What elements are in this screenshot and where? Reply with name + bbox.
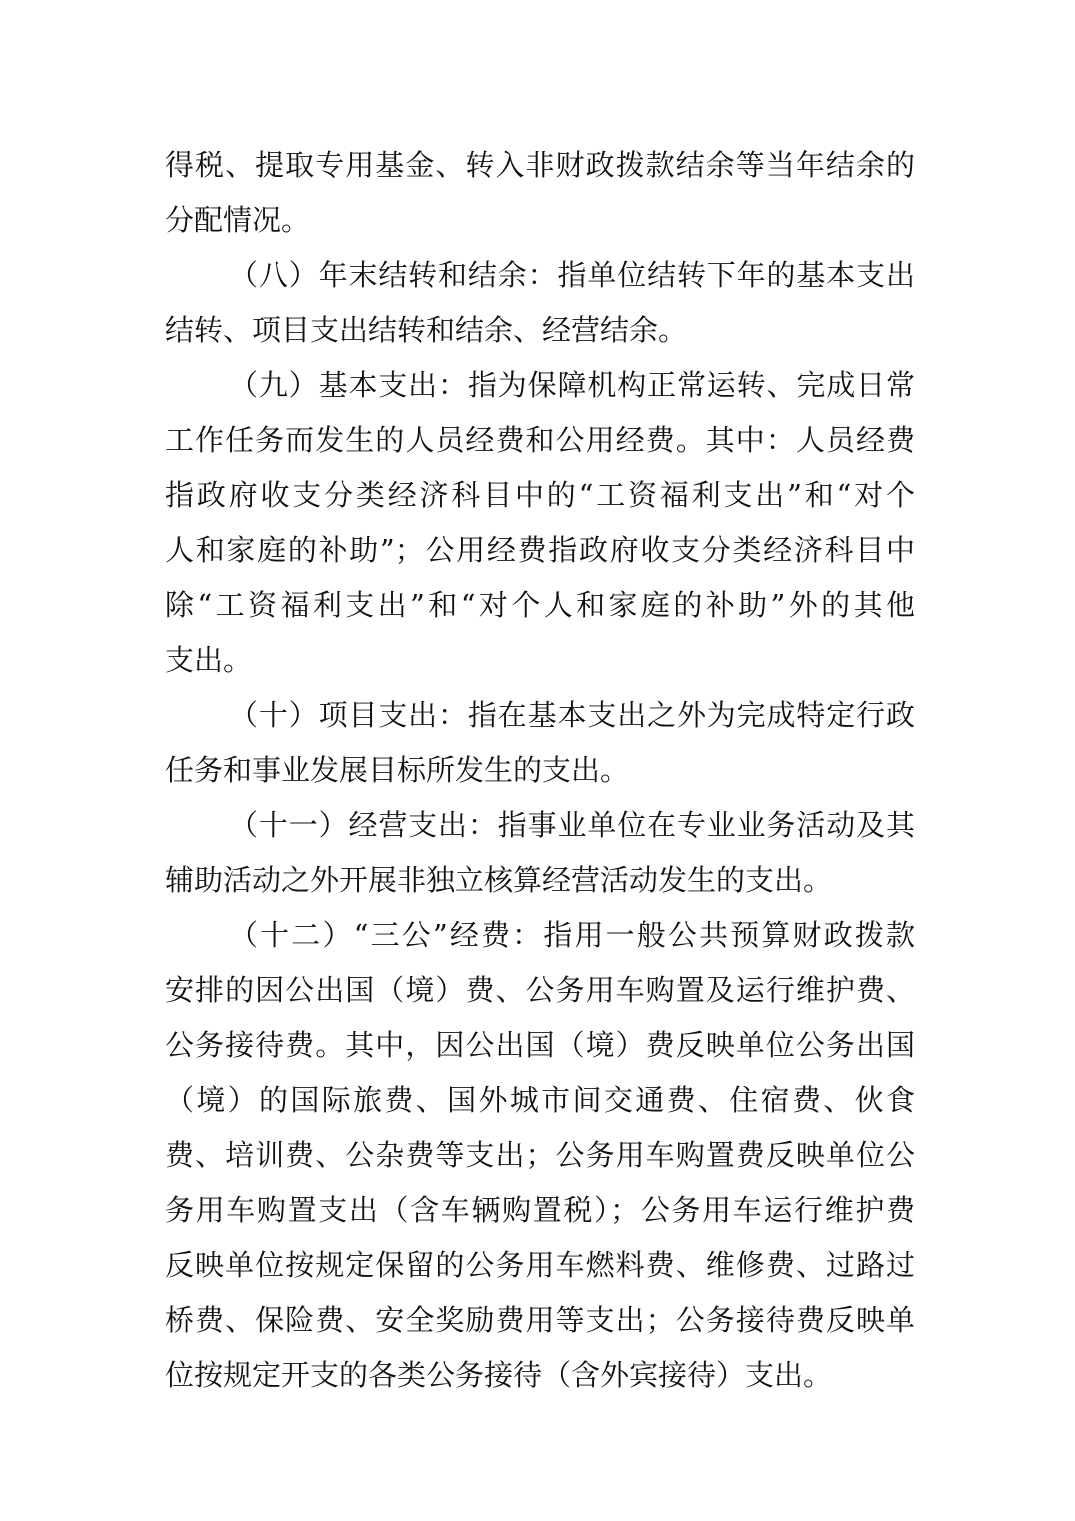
text-line: 安排的因公出国（境）费、公务用车购置及运行维护费、: [165, 973, 915, 1007]
text-line: （八）年末结转和结余：指单位结转下年的基本支出: [229, 258, 915, 292]
text-line: 指政府收支分类经济科目中的“工资福利支出”和“对个: [165, 478, 915, 512]
text-line: 公务接待费。其中，因公出国（境）费反映单位公务出国: [165, 1028, 915, 1062]
text-line: （九）基本支出：指为保障机构正常运转、完成日常: [229, 368, 915, 402]
text-line: 除“工资福利支出”和“对个人和家庭的补助”外的其他: [165, 588, 915, 622]
text-line: （十一）经营支出：指事业单位在专业业务活动及其: [229, 808, 915, 842]
text-line: （十二）“三公”经费：指用一般公共预算财政拨款: [229, 918, 915, 952]
text-line: 任务和事业发展目标所发生的支出。: [165, 753, 630, 787]
text-line: 费、培训费、公杂费等支出；公务用车购置费反映单位公: [165, 1138, 915, 1172]
text-line: 辅助活动之外开展非独立核算经营活动发生的支出。: [165, 863, 833, 897]
document-body: [165, 138, 915, 1403]
text-line: （十）项目支出：指在基本支出之外为完成特定行政: [229, 698, 915, 732]
text-line: （境）的国际旅费、国外城市间交通费、住宿费、伙食: [165, 1083, 915, 1117]
text-line: 分配情况。: [165, 203, 311, 237]
text-line: 务用车购置支出（含车辆购置税）；公务用车运行维护费: [165, 1193, 915, 1227]
text-line: 支出。: [165, 643, 253, 677]
text-line: 反映单位按规定保留的公务用车燃料费、维修费、过路过: [165, 1248, 915, 1282]
text-line: 得税、提取专用基金、转入非财政拨款结余等当年结余的: [165, 148, 915, 182]
text-line: 工作任务而发生的人员经费和公用经费。其中：人员经费: [165, 423, 915, 457]
text-line: 桥费、保险费、安全奖励费用等支出；公务接待费反映单: [165, 1303, 915, 1337]
text-line: 人和家庭的补助”；公用经费指政府收支分类经济科目中: [165, 533, 915, 567]
text-line: 位按规定开支的各类公务接待（含外宾接待）支出。: [165, 1358, 833, 1392]
text-line: 结转、项目支出结转和结余、经营结余。: [165, 313, 688, 347]
